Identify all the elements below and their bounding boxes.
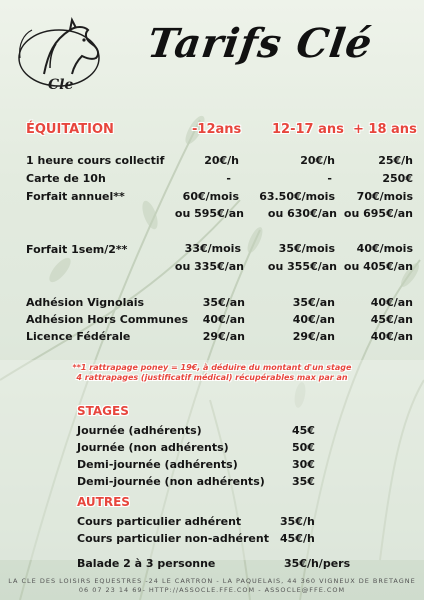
price-cell: ou 695€/an [343, 207, 413, 220]
stage-label: Demi-journée (non adhérents) [77, 475, 265, 488]
autres-label: Cours particulier non-adhérent [77, 532, 269, 545]
col-header-12-17: 12-17 ans [272, 122, 344, 137]
price-cell: 40€/mois [356, 242, 413, 255]
col-header-over-18: + 18 ans [353, 122, 417, 137]
price-cell: 33€/mois [184, 242, 241, 255]
price-cell: 40€/an [370, 296, 413, 309]
autres-label: Balade 2 à 3 personne [77, 557, 216, 570]
price-cell: 35€/an [202, 296, 245, 309]
row-label: Forfait annuel** [26, 190, 125, 203]
page-title: Tarifs Clé [144, 20, 376, 67]
price-cell: ou 595€/an [174, 207, 244, 220]
price-cell: 45€/an [370, 313, 413, 326]
stage-label: Journée (adhérents) [77, 424, 202, 437]
price-cell: 250€ [382, 172, 413, 185]
autres-price: 35€/h [280, 515, 315, 528]
price-cell: 35€/an [292, 296, 335, 309]
price-cell: 63.50€/mois [259, 190, 335, 203]
stage-price: 45€ [292, 424, 315, 437]
logo-text: Cle [48, 77, 74, 93]
col-header-under-12: -12ans [192, 122, 242, 137]
autres-price: 35€/h/pers [284, 557, 351, 570]
price-cell: ou 630€/an [267, 207, 337, 220]
price-cell: ou 335€/an [174, 260, 244, 273]
row-label: Adhésion Hors Communes [26, 313, 189, 326]
price-cell: 60€/mois [182, 190, 239, 203]
footer-address: LA CLE DES LOISIRS EQUESTRES -24 LE CARTRON - LA PAQUELAIS, 44 360 VIGNEUX DE BRETAGNE [8, 577, 416, 585]
price-cell: 29€/an [202, 330, 245, 343]
price-cell: 40€/an [202, 313, 245, 326]
price-cell: 70€/mois [356, 190, 413, 203]
footer-contact: 06 07 23 14 69- HTTP://ASSOCLE.FFE.COM - ASSOCLE@FFE.COM [78, 586, 346, 594]
rattrapage-note-line-1: **1 rattrapage poney = 19€, à déduire du montant d'un stage [72, 363, 352, 372]
price-cell: 40€/an [370, 330, 413, 343]
stage-price: 35€ [292, 475, 315, 488]
section-heading-autres: AUTRES [77, 495, 130, 509]
stage-price: 50€ [292, 441, 315, 454]
row-label: Carte de 10h [26, 172, 106, 185]
row-label: Adhésion Vignolais [26, 296, 145, 309]
price-cell: 20€/h [300, 154, 335, 167]
row-label: 1 heure cours collectif [26, 154, 165, 167]
rattrapage-note-line-2: 4 rattrapages (justificatif médical) récupérables max par an [76, 373, 348, 382]
section-heading-equitation: ÉQUITATION [26, 122, 114, 137]
price-cell: 25€/h [378, 154, 413, 167]
price-cell: 29€/an [292, 330, 335, 343]
price-cell: 40€/an [292, 313, 335, 326]
stage-price: 30€ [292, 458, 315, 471]
autres-price: 45€/h [280, 532, 315, 545]
stage-label: Demi-journée (adhérents) [77, 458, 238, 471]
row-label: Forfait 1sem/2** [26, 243, 128, 256]
section-heading-stages: STAGES [77, 404, 129, 418]
price-cell: 20€/h [204, 154, 239, 167]
price-cell: ou 355€/an [267, 260, 337, 273]
price-cell: - [327, 172, 332, 185]
price-cell: - [226, 172, 231, 185]
row-label: Licence Fédérale [26, 330, 131, 343]
price-cell: 35€/mois [278, 242, 335, 255]
price-cell: ou 405€/an [343, 260, 413, 273]
stage-label: Journée (non adhérents) [77, 441, 229, 454]
autres-label: Cours particulier adhérent [77, 515, 242, 528]
